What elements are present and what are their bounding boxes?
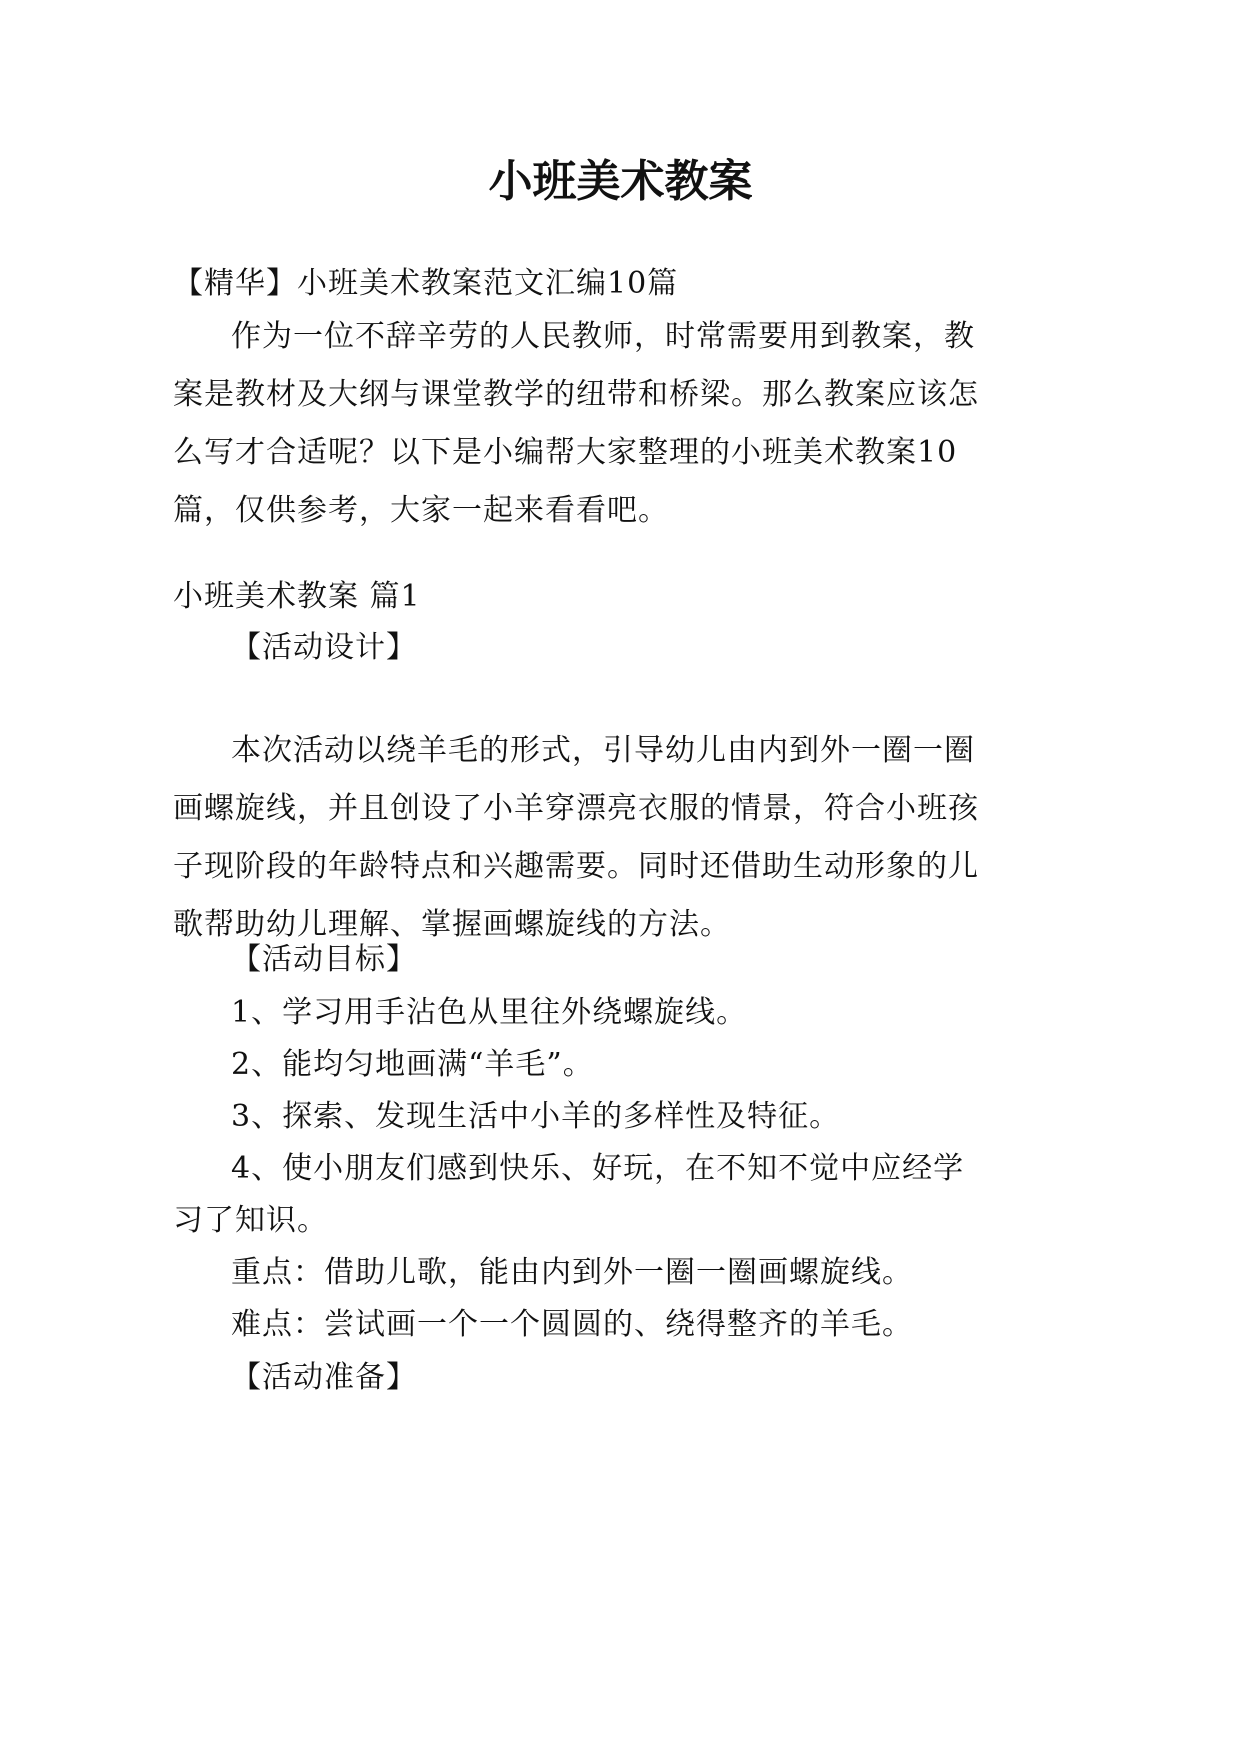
intro-line: 么写才合适呢？以下是小编帮大家整理的小班美术教案10 xyxy=(173,435,958,470)
goals-heading: 【活动目标】 xyxy=(231,942,417,977)
difficulty-point: 难点：尝试画一个一个圆圆的、绕得整齐的羊毛。 xyxy=(231,1307,913,1342)
design-heading: 【活动设计】 xyxy=(231,630,417,665)
design-line: 画螺旋线，并且创设了小羊穿漂亮衣服的情景，符合小班孩 xyxy=(173,791,979,826)
goal-item-continuation: 习了知识。 xyxy=(173,1203,328,1238)
key-point: 重点：借助儿歌，能由内到外一圈一圈画螺旋线。 xyxy=(231,1255,913,1290)
design-paragraph xyxy=(173,722,1053,954)
intro-paragraph xyxy=(173,308,1053,540)
goal-item: 2、能均匀地画满“羊毛”。 xyxy=(231,1047,594,1082)
section-title: 小班美术教案 篇1 xyxy=(173,579,421,614)
design-line: 歌帮助幼儿理解、掌握画螺旋线的方法。 xyxy=(173,907,731,942)
intro-line: 篇，仅供参考，大家一起来看看吧。 xyxy=(173,493,669,528)
goal-item: 4、使小朋友们感到快乐、好玩，在不知不觉中应经学 xyxy=(231,1151,965,1186)
goal-item: 1、学习用手沾色从里往外绕螺旋线。 xyxy=(231,995,748,1030)
document-subtitle: 【精华】小班美术教案范文汇编10篇 xyxy=(173,266,679,301)
intro-line: 作为一位不辞辛劳的人民教师，时常需要用到教案，教 xyxy=(231,319,975,354)
design-line: 本次活动以绕羊毛的形式，引导幼儿由内到外一圈一圈 xyxy=(231,733,975,768)
prep-heading: 【活动准备】 xyxy=(231,1360,417,1395)
intro-line: 案是教材及大纲与课堂教学的纽带和桥梁。那么教案应该怎 xyxy=(173,377,979,412)
document-title: 小班美术教案 xyxy=(488,156,753,207)
goal-item: 3、探索、发现生活中小羊的多样性及特征。 xyxy=(231,1099,841,1134)
design-line: 子现阶段的年龄特点和兴趣需要。同时还借助生动形象的儿 xyxy=(173,849,979,884)
